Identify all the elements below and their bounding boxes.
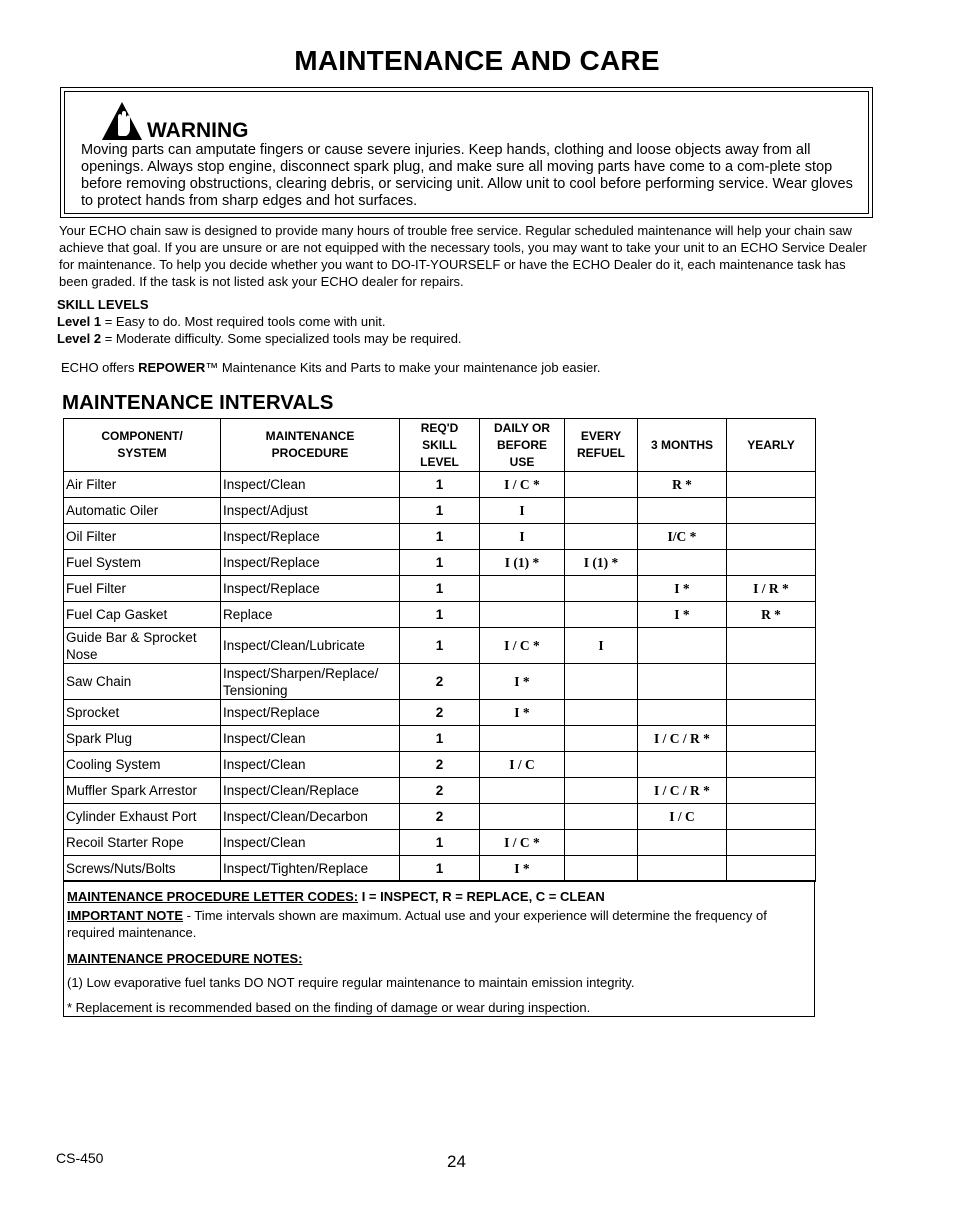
cell-component: Fuel Cap Gasket — [64, 602, 221, 628]
cell-refuel — [565, 778, 638, 804]
cell-refuel: I — [565, 628, 638, 664]
cell-component: Cooling System — [64, 752, 221, 778]
cell-daily: I * — [480, 856, 565, 882]
cell-3-months — [638, 752, 727, 778]
cell-component: Oil Filter — [64, 524, 221, 550]
header-refuel: EVERY REFUEL — [565, 419, 638, 472]
cell-yearly — [727, 778, 816, 804]
cell-procedure: Inspect/Replace — [221, 700, 400, 726]
cell-level: 2 — [400, 752, 480, 778]
cell-yearly — [727, 472, 816, 498]
skill-levels — [57, 296, 462, 347]
important-note-text: - Time intervals shown are maximum. Actual use and your experience will determine the frequency of required maintenance. — [67, 908, 767, 940]
header-yearly: YEARLY — [727, 419, 816, 472]
cell-level: 2 — [400, 664, 480, 700]
cell-level: 1 — [400, 498, 480, 524]
page-number: 24 — [447, 1152, 466, 1171]
letter-codes-line — [67, 888, 807, 905]
cell-level: 2 — [400, 804, 480, 830]
repower-brand: REPOWER — [138, 360, 206, 375]
warning-heading: WARNING — [147, 119, 249, 142]
table-row — [64, 778, 816, 804]
cell-component: Fuel Filter — [64, 576, 221, 602]
table-row — [64, 664, 816, 700]
header-3-months: 3 MONTHS — [638, 419, 727, 472]
cell-procedure: Inspect/Sharpen/Replace/ Tensioning — [221, 664, 400, 700]
page-title: MAINTENANCE AND CARE — [294, 45, 660, 76]
cell-level: 1 — [400, 856, 480, 882]
level-2-text: = Moderate difficulty. Some specialized tools may be required. — [101, 331, 462, 346]
cell-3-months — [638, 700, 727, 726]
table-row — [64, 576, 816, 602]
cell-level: 1 — [400, 628, 480, 664]
warning-text: Moving parts can amputate fingers or cause severe injuries. Keep hands, clothing and loose objects away from all openings. Always stop engine, disconnect spark plug, and make sure all moving parts have come to a com-plete stop before removing obstructions, clearing debris, or servicing unit. Allow unit to cool before performing service. Wear gloves to protect hands from sharp edges and hot surfaces. — [81, 142, 853, 209]
cell-component: Saw Chain — [64, 664, 221, 700]
cell-refuel — [565, 700, 638, 726]
cell-level: 2 — [400, 700, 480, 726]
cell-level: 1 — [400, 524, 480, 550]
cell-component: Automatic Oiler — [64, 498, 221, 524]
cell-3-months: I * — [638, 576, 727, 602]
cell-component: Cylinder Exhaust Port — [64, 804, 221, 830]
cell-level: 1 — [400, 472, 480, 498]
cell-refuel — [565, 664, 638, 700]
cell-procedure: Inspect/Replace — [221, 550, 400, 576]
warning-inner-border — [64, 91, 869, 214]
cell-yearly — [727, 498, 816, 524]
cell-level: 1 — [400, 576, 480, 602]
maintenance-intervals-title: MAINTENANCE INTERVALS — [62, 391, 334, 414]
cell-refuel — [565, 726, 638, 752]
cell-procedure: Inspect/Clean — [221, 726, 400, 752]
cell-component: Sprocket — [64, 700, 221, 726]
table-row — [64, 472, 816, 498]
cell-3-months: I / C — [638, 804, 727, 830]
cell-component: Muffler Spark Arrestor — [64, 778, 221, 804]
cell-daily: I / C * — [480, 628, 565, 664]
letter-codes-label: MAINTENANCE PROCEDURE LETTER CODES: — [67, 889, 359, 904]
cell-daily — [480, 804, 565, 830]
table-row — [64, 498, 816, 524]
header-skill-level: REQ'D SKILL LEVEL — [400, 419, 480, 472]
cell-component: Spark Plug — [64, 726, 221, 752]
cell-3-months — [638, 498, 727, 524]
cell-refuel: I (1) * — [565, 550, 638, 576]
cell-refuel — [565, 576, 638, 602]
level-1-label: Level 1 — [57, 314, 102, 329]
cell-yearly — [727, 856, 816, 882]
cell-3-months: I/C * — [638, 524, 727, 550]
cell-yearly — [727, 830, 816, 856]
cell-daily: I / C — [480, 752, 565, 778]
cell-3-months: I * — [638, 602, 727, 628]
table-header-row — [64, 419, 816, 472]
table-row — [64, 856, 816, 882]
repower-line — [61, 360, 601, 375]
cell-daily: I — [480, 524, 565, 550]
cell-3-months: I / C / R * — [638, 726, 727, 752]
cell-daily — [480, 726, 565, 752]
procedure-note-1: (1) Low evaporative fuel tanks DO NOT require regular maintenance to maintain emission integrity. — [67, 975, 635, 990]
cell-level: 1 — [400, 550, 480, 576]
cell-daily: I — [480, 498, 565, 524]
cell-procedure: Inspect/Clean — [221, 830, 400, 856]
cell-yearly — [727, 664, 816, 700]
cell-3-months — [638, 550, 727, 576]
cell-refuel — [565, 524, 638, 550]
cell-refuel — [565, 498, 638, 524]
warning-box — [60, 87, 873, 218]
cell-daily: I (1) * — [480, 550, 565, 576]
level-1-text: = Easy to do. Most required tools come with unit. — [101, 314, 386, 329]
important-note — [67, 907, 807, 941]
cell-yearly — [727, 550, 816, 576]
cell-yearly: R * — [727, 602, 816, 628]
table-row — [64, 726, 816, 752]
cell-refuel — [565, 752, 638, 778]
cell-component: Fuel System — [64, 550, 221, 576]
cell-3-months — [638, 830, 727, 856]
cell-refuel — [565, 804, 638, 830]
table-row — [64, 602, 816, 628]
cell-procedure: Inspect/Replace — [221, 576, 400, 602]
table-row — [64, 752, 816, 778]
header-component: COMPONENT/ SYSTEM — [64, 419, 221, 472]
cell-component: Air Filter — [64, 472, 221, 498]
cell-daily: I * — [480, 700, 565, 726]
notes-box — [63, 880, 815, 1017]
header-daily: DAILY OR BEFORE USE — [480, 419, 565, 472]
important-note-label: IMPORTANT NOTE — [67, 908, 184, 923]
cell-component: Screws/Nuts/Bolts — [64, 856, 221, 882]
cell-3-months — [638, 664, 727, 700]
cell-yearly — [727, 726, 816, 752]
cell-refuel — [565, 856, 638, 882]
repower-post: ™ Maintenance Kits and Parts to make your maintenance job easier. — [205, 360, 601, 375]
cell-3-months — [638, 856, 727, 882]
cell-level: 2 — [400, 778, 480, 804]
cell-procedure: Inspect/Adjust — [221, 498, 400, 524]
cell-daily — [480, 576, 565, 602]
table-row — [64, 700, 816, 726]
cell-daily: I * — [480, 664, 565, 700]
model-number: CS-450 — [56, 1150, 104, 1166]
skill-level-2 — [57, 330, 462, 347]
cell-daily — [480, 778, 565, 804]
header-procedure: MAINTENANCE PROCEDURE — [221, 419, 400, 472]
cell-procedure: Inspect/Tighten/Replace — [221, 856, 400, 882]
cell-daily — [480, 602, 565, 628]
cell-procedure: Inspect/Clean/Lubricate — [221, 628, 400, 664]
cell-procedure: Inspect/Clean/Replace — [221, 778, 400, 804]
cell-refuel — [565, 602, 638, 628]
cell-3-months: R * — [638, 472, 727, 498]
procedure-note-2: * Replacement is recommended based on the finding of damage or wear during inspection. — [67, 1000, 591, 1015]
table-row — [64, 804, 816, 830]
cell-yearly — [727, 804, 816, 830]
cell-procedure: Replace — [221, 602, 400, 628]
cell-yearly — [727, 524, 816, 550]
cell-daily: I / C * — [480, 830, 565, 856]
cell-procedure: Inspect/Replace — [221, 524, 400, 550]
intro-paragraph: Your ECHO chain saw is designed to provide many hours of trouble free service. Regular scheduled maintenance will help your chain saw achieve that goal. If you are unsure or are not equipped with the necessary tools, you may want to take your unit to an ECHO Service Dealer for maintenance. To help you decide whether you want to DO-IT-YOURSELF or have the ECHO Dealer do it, each maintenance task has been graded. If the task is not listed ask your ECHO dealer for repairs. — [59, 223, 867, 289]
cell-procedure: Inspect/Clean/Decarbon — [221, 804, 400, 830]
cell-component: Recoil Starter Rope — [64, 830, 221, 856]
cell-yearly — [727, 752, 816, 778]
cell-daily: I / C * — [480, 472, 565, 498]
maintenance-table — [63, 418, 816, 882]
cell-procedure: Inspect/Clean — [221, 752, 400, 778]
table-row — [64, 524, 816, 550]
cell-component: Guide Bar & Sprocket Nose — [64, 628, 221, 664]
cell-refuel — [565, 472, 638, 498]
cell-yearly — [727, 700, 816, 726]
procedure-notes-title: MAINTENANCE PROCEDURE NOTES: — [67, 951, 303, 966]
cell-level: 1 — [400, 726, 480, 752]
cell-level: 1 — [400, 830, 480, 856]
cell-3-months — [638, 628, 727, 664]
cell-procedure: Inspect/Clean — [221, 472, 400, 498]
letter-codes-text: I = INSPECT, R = REPLACE, C = CLEAN — [358, 889, 605, 904]
warning-hand-icon — [101, 101, 143, 141]
cell-level: 1 — [400, 602, 480, 628]
repower-pre: ECHO offers — [61, 360, 139, 375]
table-row — [64, 830, 816, 856]
cell-yearly: I / R * — [727, 576, 816, 602]
table-row — [64, 628, 816, 664]
cell-refuel — [565, 830, 638, 856]
cell-3-months: I / C / R * — [638, 778, 727, 804]
cell-yearly — [727, 628, 816, 664]
skill-levels-title: SKILL LEVELS — [57, 297, 149, 312]
level-2-label: Level 2 — [57, 331, 102, 346]
skill-level-1 — [57, 313, 462, 330]
table-row — [64, 550, 816, 576]
